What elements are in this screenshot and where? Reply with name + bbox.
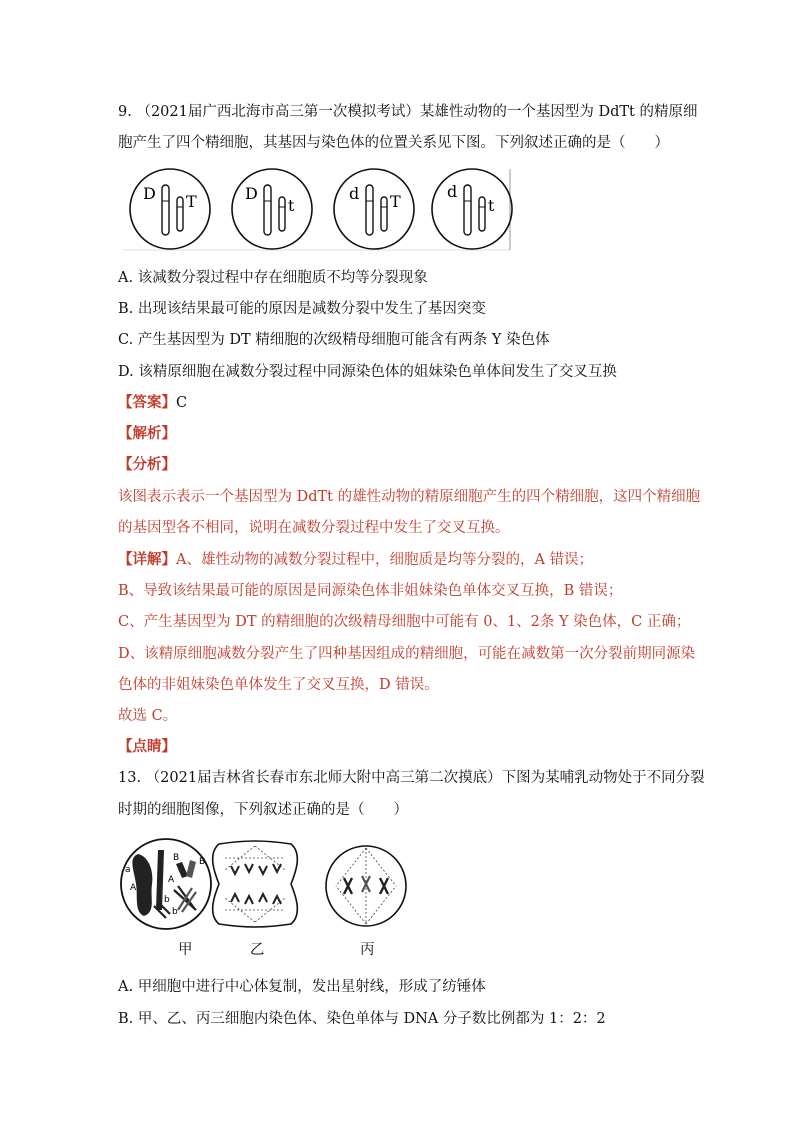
svg-text:B: B <box>199 857 206 867</box>
q9-stem-line1: 9. （2021届广西北海市高三第一次模拟考试）某雄性动物的一个基因型为 DdTt 的精原细 <box>118 104 698 120</box>
sperm-cell-2 <box>232 169 312 249</box>
guxuan: 故选 C。 <box>118 708 178 724</box>
xiangjie-d1: D、该精原细胞减数分裂产生了四种基因组成的精细胞，可能在减数第一次分裂前期同源染 <box>118 646 696 662</box>
dianjing-label: 【点睛】 <box>118 738 176 755</box>
xiangjie-label: 【详解】 <box>118 551 176 568</box>
xiangjie-a-line <box>118 550 593 570</box>
cell-yi <box>213 841 298 927</box>
q9-option-d: D. 该精原细胞在减数分裂过程中同源染色体的姐妹染色单体间发生了交叉互换 <box>118 364 617 380</box>
answer-label: 【答案】 <box>118 394 176 411</box>
q13-option-a: A. 甲细胞中进行中心体复制，发出星射线，形成了纺锤体 <box>118 979 486 995</box>
gene-label: D <box>143 184 156 203</box>
q13-cells-figure <box>118 836 408 936</box>
cell-bing <box>326 846 406 926</box>
svg-text:A: A <box>130 883 137 893</box>
xiangjie-c: C、产生基因型为 DT 的精细胞的次级精母细胞中可能有 0、1、2条 Y 染色体，C 正确； <box>118 614 691 630</box>
gene-label: t <box>288 196 295 215</box>
svg-text:a: a <box>125 865 131 875</box>
svg-text:b: b <box>172 907 178 917</box>
jiexi-label: 【解析】 <box>118 425 176 442</box>
answer-line <box>118 393 187 413</box>
fenxi-line1: 该图表示表示一个基因型为 DdTt 的雄性动物的精原细胞产生的四个精细胞，这四个精细胞 <box>118 489 701 505</box>
q13-stem-line1: 13. （2021届吉林省长春市东北师大附中高三第二次摸底）下图为某哺乳动物处于不同分裂 <box>118 770 705 786</box>
gene-label: T <box>390 192 401 211</box>
svg-text:b: b <box>164 895 170 905</box>
gene-label: d <box>349 184 360 203</box>
fenxi-line2: 的基因型各不相同，说明在减数分裂过程中发生了交叉互换。 <box>118 520 510 536</box>
sperm-cell-4 <box>432 169 512 249</box>
fenxi-label: 【分析】 <box>118 456 176 473</box>
xiangjie-b: B、导致该结果最可能的原因是同源染色体非姐妹染色单体交叉互换，B 错误； <box>118 583 623 599</box>
q9-option-b: B. 出现该结果最可能的原因是减数分裂中发生了基因突变 <box>118 301 486 317</box>
gene-label: T <box>186 192 197 211</box>
xiangjie-a: A、雄性动物的减数分裂过程中，细胞质是均等分裂的，A 错误； <box>176 552 594 568</box>
cell-jia <box>121 839 211 929</box>
q9-option-a: A. 该减数分裂过程中存在细胞质不均等分裂现象 <box>118 270 428 286</box>
q13-stem-line2: 时期的细胞图像，下列叙述正确的是（ ） <box>118 802 408 818</box>
fig-label-bing: 丙 <box>360 942 375 958</box>
svg-text:B: B <box>173 853 180 863</box>
sperm-cell-3 <box>334 169 414 249</box>
gene-label: d <box>447 182 458 201</box>
svg-text:A: A <box>168 875 175 885</box>
q9-option-c: C. 产生基因型为 DT 精细胞的次级精母细胞可能含有两条 Y 染色体 <box>118 332 550 348</box>
fig-label-jia: 甲 <box>178 942 193 958</box>
q9-cells-figure <box>120 166 515 252</box>
gene-label: t <box>488 196 495 215</box>
gene-label: D <box>245 184 258 203</box>
q9-stem-line2: 胞产生了四个精细胞，其基因与染色体的位置关系见下图。下列叙述正确的是（ ） <box>118 135 669 151</box>
xiangjie-d2: 色体的非姐妹染色单体发生了交叉互换，D 错误。 <box>118 677 439 693</box>
answer-value: C <box>176 395 188 411</box>
fig-label-yi: 乙 <box>250 942 265 958</box>
sperm-cell-1 <box>130 169 210 249</box>
q13-option-b: B. 甲、乙、丙三细胞内染色体、染色单体与 DNA 分子数比例都为 1：2：2 <box>118 1011 606 1027</box>
